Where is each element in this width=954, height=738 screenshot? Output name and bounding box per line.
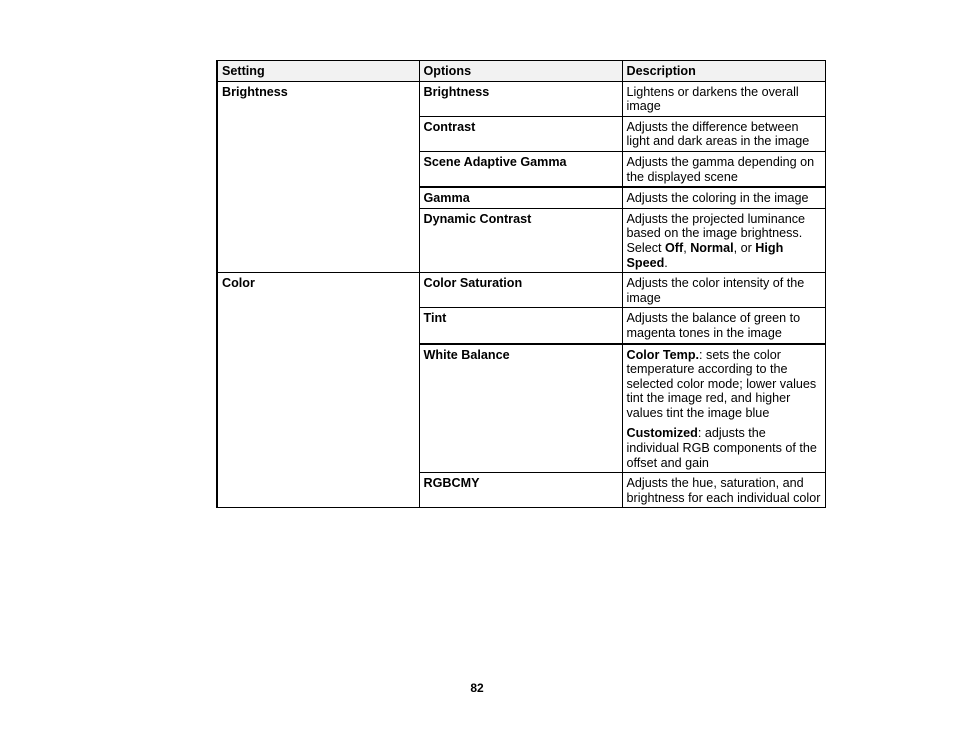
color-temp-text: : sets the color temperature according to the selected color mode; lower values tint the image red, and higher values tint the image blue <box>626 347 817 420</box>
description-contrast: Adjusts the difference between light and dark areas in the image <box>622 116 825 151</box>
header-description: Description <box>622 61 825 82</box>
dynamic-contrast-lead: Adjusts the projected luminance based on the image brightness. Select <box>626 211 806 255</box>
description-white-balance <box>622 344 825 473</box>
option-color-saturation: Color Saturation <box>419 273 622 308</box>
description-gamma: Adjusts the coloring in the image <box>622 187 825 208</box>
customized-text: : adjusts the individual RGB components of the offset and gain <box>626 426 817 470</box>
header-setting: Setting <box>217 61 419 82</box>
customized-term: Customized <box>626 426 698 441</box>
setting-color: Color <box>217 273 419 508</box>
option-tint: Tint <box>419 308 622 344</box>
header-options: Options <box>419 61 622 82</box>
value-normal: Normal <box>690 240 734 255</box>
separator: , or <box>733 240 756 255</box>
description-tint: Adjusts the balance of green to magenta tones in the image <box>622 308 825 344</box>
description-scene-adaptive-gamma: Adjusts the gamma depending on the displayed scene <box>622 151 825 187</box>
description-dynamic-contrast <box>622 208 825 272</box>
settings-table <box>216 60 826 508</box>
color-temp-paragraph <box>627 348 822 421</box>
customized-paragraph <box>627 426 822 470</box>
option-gamma: Gamma <box>419 187 622 208</box>
value-off: Off <box>665 240 684 255</box>
value-high-speed: High Speed <box>626 240 784 270</box>
description-rgbcmy: Adjusts the hue, saturation, and brightness for each individual color <box>622 473 825 508</box>
table-row <box>217 81 825 116</box>
page-number: 82 <box>470 681 484 695</box>
description-brightness: Lightens or darkens the overall image <box>622 81 825 116</box>
option-brightness: Brightness <box>419 81 622 116</box>
color-temp-term: Color Temp. <box>626 347 700 362</box>
separator: , <box>683 240 691 255</box>
dynamic-contrast-tail: . <box>664 255 668 270</box>
option-white-balance: White Balance <box>419 344 622 473</box>
table-header-row <box>217 61 825 82</box>
table-row <box>217 273 825 308</box>
option-rgbcmy: RGBCMY <box>419 473 622 508</box>
setting-brightness: Brightness <box>217 81 419 273</box>
option-dynamic-contrast: Dynamic Contrast <box>419 208 622 272</box>
option-contrast: Contrast <box>419 116 622 151</box>
description-color-saturation: Adjusts the color intensity of the image <box>622 273 825 308</box>
option-scene-adaptive-gamma: Scene Adaptive Gamma <box>419 151 622 187</box>
